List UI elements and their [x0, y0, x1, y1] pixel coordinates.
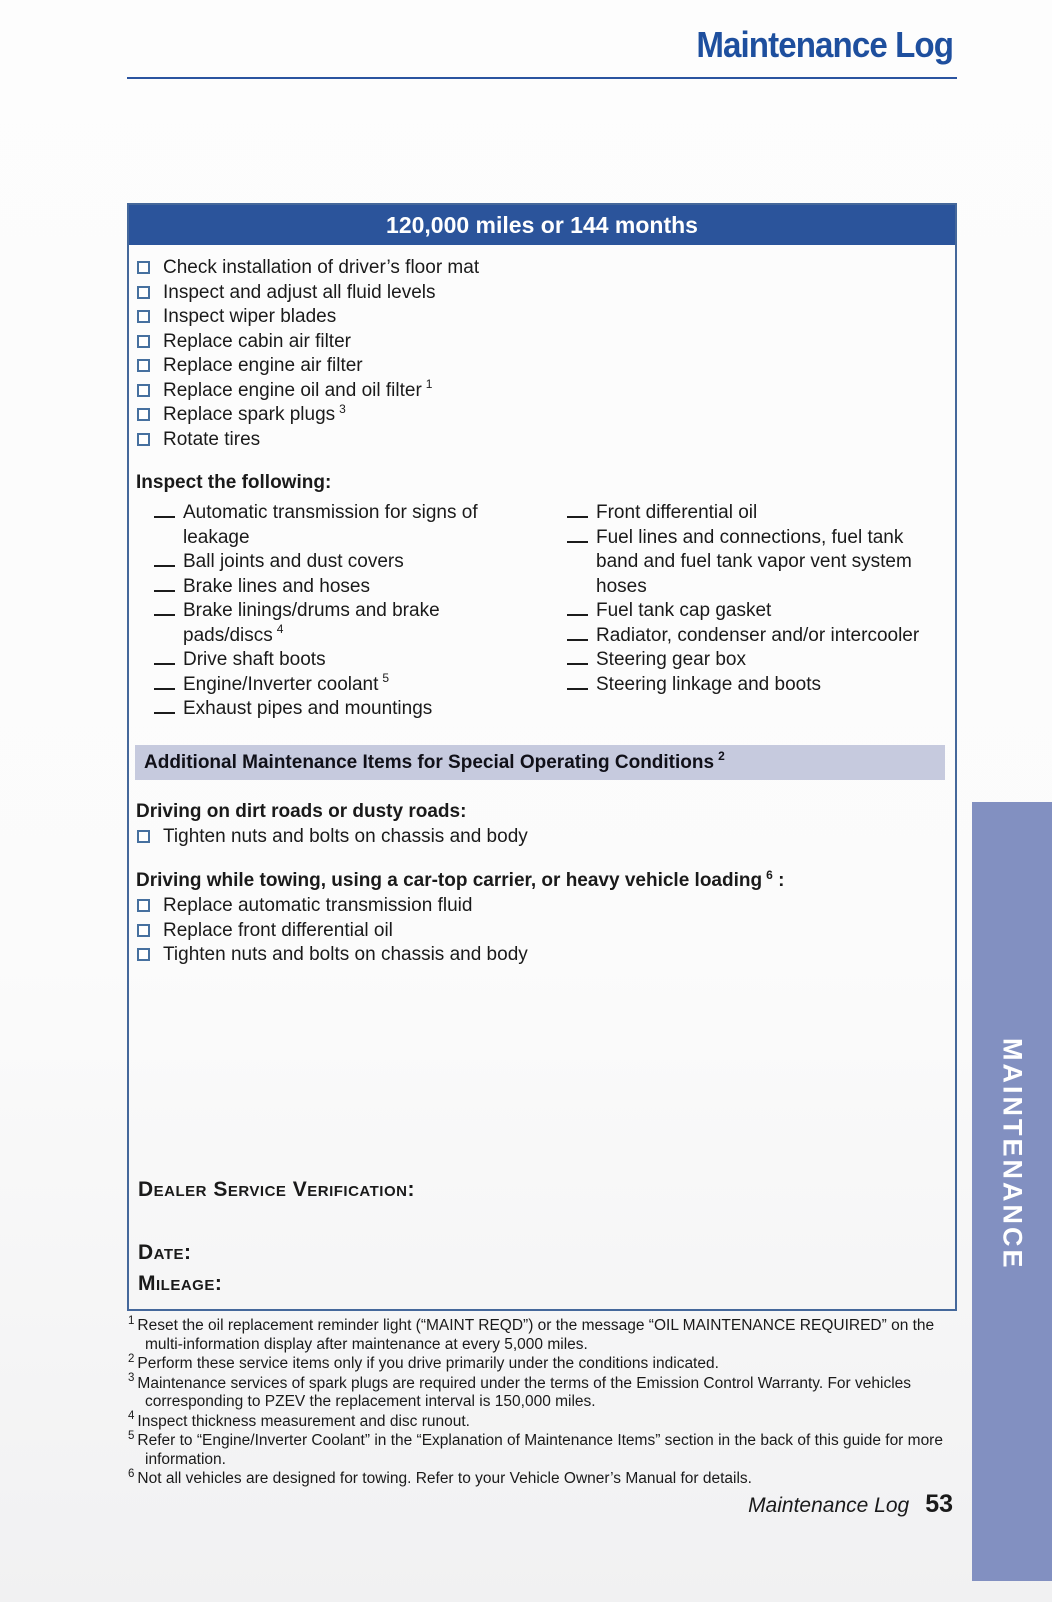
checklist-item	[136, 256, 955, 281]
inspect-columns	[154, 501, 955, 722]
date-label: Date:	[138, 1241, 192, 1264]
checklist-item-label: Rotate tires	[163, 428, 261, 450]
write-in-blank	[154, 675, 175, 690]
footnote-ref: 3	[339, 401, 346, 416]
checkbox[interactable]	[137, 286, 150, 299]
checklist-item-label: Inspect wiper blades	[163, 306, 337, 327]
footnote	[128, 1429, 956, 1469]
inspect-item-label: Front differential oil	[596, 502, 758, 523]
checklist-item	[136, 354, 955, 379]
schedule-interval-header: 120,000 miles or 144 months	[129, 205, 955, 245]
inspect-item	[154, 697, 567, 722]
condition-heading: Driving on dirt roads or dusty roads:	[136, 800, 467, 822]
footnote-number: 6	[128, 1467, 135, 1480]
inspect-item	[154, 599, 567, 648]
service-checklist	[136, 256, 955, 452]
checklist-item-label: Replace front differential oil	[163, 919, 393, 941]
checklist-item	[136, 379, 955, 404]
inspect-item-label: Automatic transmission for signs of leakage	[183, 502, 478, 548]
inspect-column-left	[154, 501, 567, 722]
checklist-item	[136, 305, 955, 330]
write-in-blank	[154, 650, 175, 665]
footnote-text: Perform these service items only if you drive primarily under the conditions indicated.	[137, 1355, 719, 1372]
footnote-ref: 6	[766, 867, 773, 882]
checklist-item	[136, 281, 955, 306]
footnote-text: Maintenance services of spark plugs are required under the terms of the Emission Control Warranty. For vehicles corresponding to PZEV the replacement interval is 150,000 miles.	[137, 1374, 912, 1410]
footnote-number: 3	[128, 1372, 135, 1385]
checkbox[interactable]	[137, 261, 150, 274]
write-in-blank	[567, 601, 588, 616]
checklist-item	[136, 825, 955, 850]
checklist-item-label: Replace automatic transmission fluid	[163, 895, 473, 916]
condition-checklist	[136, 894, 955, 968]
checkbox[interactable]	[137, 310, 150, 323]
inspect-item-label: Exhaust pipes and mountings	[183, 698, 433, 719]
write-in-blank	[567, 528, 588, 543]
footnote-text: Refer to “Engine/Inverter Coolant” in the “Explanation of Maintenance Items” section in the back of this guide for more information.	[137, 1432, 943, 1468]
inspect-item	[567, 673, 949, 698]
footnote-ref: 5	[382, 671, 390, 686]
inspect-item-label: Brake lines and hoses	[183, 575, 370, 597]
footnote	[128, 1314, 956, 1354]
write-in-blank	[567, 675, 588, 690]
checklist-item-label: Tighten nuts and bolts on chassis and body	[163, 944, 528, 965]
checklist-item-label: Replace engine air filter	[163, 355, 363, 376]
inspect-column-right	[567, 501, 955, 722]
write-in-blank	[154, 699, 175, 714]
checklist-item-label: Replace engine oil and oil filter $^1$	[163, 377, 433, 401]
checklist-item	[136, 919, 955, 944]
checkbox[interactable]	[137, 899, 150, 912]
inspect-item	[154, 501, 567, 550]
section-edge-tab	[972, 802, 1052, 1581]
inspect-item-label: Radiator, condenser and/or intercooler	[596, 624, 920, 646]
checkbox[interactable]	[137, 408, 150, 421]
inspect-item	[567, 526, 949, 600]
footnote	[128, 1467, 956, 1489]
section-edge-tab-label: MAINTENANCE	[997, 1038, 1028, 1271]
condition-heading: Driving while towing, using a car-top carrier, or heavy vehicle loading $^6$ :	[136, 867, 785, 891]
write-in-blank	[567, 650, 588, 665]
footnote-number: 2	[128, 1352, 135, 1365]
inspect-item	[154, 575, 567, 600]
footnote	[128, 1372, 956, 1412]
maintenance-schedule-box	[127, 203, 957, 1311]
special-conditions	[129, 800, 955, 968]
page-number: 53	[925, 1490, 953, 1518]
page-footer	[748, 1490, 953, 1519]
footnote-text: Inspect thickness measurement and disc runout.	[137, 1412, 470, 1430]
checkbox[interactable]	[137, 948, 150, 961]
footer-section-label: Maintenance Log	[748, 1494, 910, 1517]
checklist-item	[136, 403, 955, 428]
checklist-item-label: Inspect and adjust all fluid levels	[163, 281, 436, 303]
footnote-number: 5	[128, 1429, 135, 1442]
inspect-item	[154, 648, 567, 673]
mileage-label: Mileage:	[138, 1272, 223, 1295]
condition-checklist	[136, 825, 955, 850]
footnote-ref: 2	[718, 749, 725, 764]
checkbox[interactable]	[137, 335, 150, 348]
inspect-item-label: Fuel tank cap gasket	[596, 600, 772, 621]
footnote	[128, 1410, 956, 1432]
write-in-blank	[154, 503, 175, 518]
inspect-item-label: Drive shaft boots	[183, 649, 326, 670]
inspect-item	[567, 501, 949, 526]
inspect-item-label: Ball joints and dust covers	[183, 551, 404, 572]
inspect-item	[154, 673, 567, 698]
checkbox[interactable]	[137, 924, 150, 937]
footnotes	[128, 1314, 956, 1490]
footnote-ref: 4	[276, 622, 284, 637]
checklist-item-label: Check installation of driver’s floor mat	[163, 257, 480, 278]
inspect-item	[567, 648, 949, 673]
footnote-number: 1	[128, 1314, 135, 1327]
inspect-heading: Inspect the following:	[136, 472, 332, 493]
checkbox[interactable]	[137, 433, 150, 446]
inspect-item	[567, 599, 949, 624]
footnote	[128, 1352, 956, 1374]
inspect-item	[567, 624, 949, 649]
checklist-item-label: Replace cabin air filter	[163, 330, 351, 352]
additional-items-bar: Additional Maintenance Items for Special Operating Conditions $^2$	[135, 745, 945, 780]
condition-section	[129, 869, 955, 968]
write-in-blank	[154, 601, 175, 616]
write-in-blank	[154, 577, 175, 592]
inspect-item-label: Engine/Inverter coolant $^5$	[183, 671, 390, 695]
condition-section	[129, 800, 955, 850]
checklist-item-label: Tighten nuts and bolts on chassis and body	[163, 825, 528, 847]
checklist-item	[136, 428, 955, 453]
checkbox[interactable]	[137, 384, 150, 397]
checklist-item	[136, 894, 955, 919]
checklist-item-label: Replace spark plugs $^3$	[163, 401, 346, 425]
footnote-text: Reset the oil replacement reminder light (“MAINT REQD”) or the message “OIL MAINTENANCE REQUIRED” on the multi-information display after maintenance at every 5,000 miles.	[137, 1317, 935, 1353]
inspect-item-label: Steering linkage and boots	[596, 673, 821, 695]
checkbox[interactable]	[137, 359, 150, 372]
inspect-item-label: Brake linings/drums and brake pads/discs $^4$	[183, 600, 440, 646]
checklist-item	[136, 943, 955, 968]
write-in-blank	[567, 503, 588, 518]
footnote-ref: 1	[425, 377, 433, 392]
dealer-service-verification-label: Dealer Service Verification:	[138, 1178, 415, 1201]
page-title: Maintenance Log	[696, 24, 953, 65]
write-in-blank	[567, 626, 588, 641]
inspect-item	[154, 550, 567, 575]
checkbox[interactable]	[137, 830, 150, 843]
title-divider	[127, 77, 957, 79]
footnote-number: 4	[128, 1410, 135, 1423]
footnote-text: Not all vehicles are designed for towing. Refer to your Vehicle Owner’s Manual for details.	[137, 1470, 752, 1487]
inspect-item-label: Fuel lines and connections, fuel tank band and fuel tank vapor vent system hoses	[596, 526, 912, 597]
write-in-blank	[154, 552, 175, 567]
inspect-item-label: Steering gear box	[596, 649, 746, 670]
checklist-item	[136, 330, 955, 355]
